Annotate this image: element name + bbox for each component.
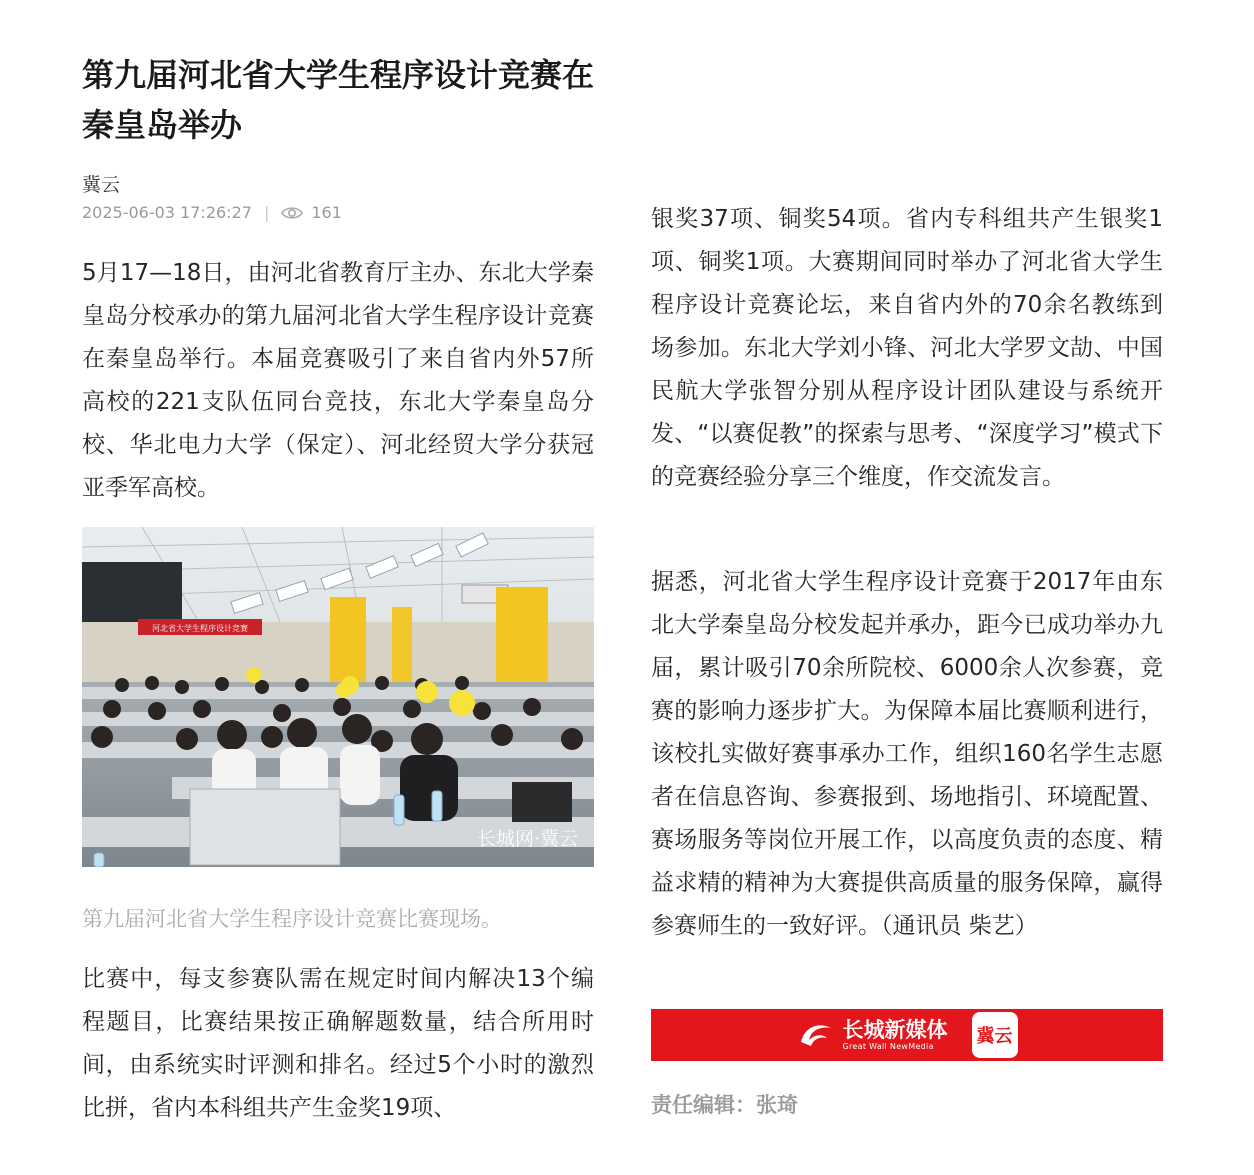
article-author[interactable]: 冀云 xyxy=(82,174,121,196)
meta-separator: | xyxy=(263,203,270,222)
article-paragraph: 比赛中，每支参赛队需在规定时间内解决13个编程题目，比赛结果按正确解题数量，结合所用时间，由系统实时评测和排名。经过5个小时的激烈比拼，省内本科组共产生金奖19项、 xyxy=(82,966,594,1121)
brand-name: 长城新媒体 xyxy=(842,1017,948,1042)
responsible-editor: 责任编辑：张琦 xyxy=(651,1093,798,1117)
publish-datetime: 2025-06-03 17:26:27 xyxy=(82,203,252,222)
hall-banner-text: 河北省大学生程序设计竞赛 xyxy=(152,624,248,633)
article-photo xyxy=(82,527,594,867)
photo-caption: 第九届河北省大学生程序设计竞赛比赛现场。 xyxy=(82,907,502,931)
brand-subtitle: Great Wall NewMedia xyxy=(842,1042,934,1051)
competition-photo xyxy=(82,527,594,867)
view-count: 161 xyxy=(311,203,342,222)
article-paragraph: 5月17—18日，由河北省教育厅主办、东北大学秦皇岛分校承办的第九届河北省大学生程序设计竞赛在秦皇岛举行。本届竞赛吸引了来自省内外57所高校的221支队伍同台竞技，东北大学秦皇岛分校、华北电力大学（保定）、河北经贸大学分获冠亚季军高校。 xyxy=(82,260,594,501)
greatwall-swoosh-icon xyxy=(797,1020,837,1050)
article-meta xyxy=(82,203,342,222)
article-paragraph: 据悉，河北省大学生程序设计竞赛于2017年由东北大学秦皇岛分校发起并承办，距今已成功举办九届，累计吸引70余所院校、6000余人次参赛，竞赛的影响力逐步扩大。为保障本届比赛顺利进行，该校扎实做好赛事承办工作，组织160名学生志愿者在信息咨询、参赛报到、场地指引、环境配置、赛场服务等岗位开展工作，以高度负责的态度、精益求精的精神为大赛提供高质量的服务保障，赢得参赛师生的一致好评。（通讯员 柴艺） xyxy=(651,569,1163,939)
jiyun-badge: 冀云 xyxy=(972,1012,1018,1058)
media-banner[interactable] xyxy=(651,1009,1163,1061)
article-title: 第九届河北省大学生程序设计竞赛在秦皇岛举办 xyxy=(82,56,595,144)
photo-watermark: 长城网·冀云 xyxy=(476,828,578,850)
greatwall-logo xyxy=(797,1019,948,1051)
article-paragraph: 银奖37项、铜奖54项。省内专科组共产生银奖1项、铜奖1项。大赛期间同时举办了河北省大学生程序设计竞赛论坛，来自省内外的70余名教练到场参加。东北大学刘小锋、河北大学罗文劼、中国民航大学张智分别从程序设计团队建设与系统开发、“以赛促教”的探索与思考、“深度学习”模式下的竞赛经验分享三个维度，作交流发言。 xyxy=(651,206,1163,490)
eye-icon xyxy=(281,205,303,221)
